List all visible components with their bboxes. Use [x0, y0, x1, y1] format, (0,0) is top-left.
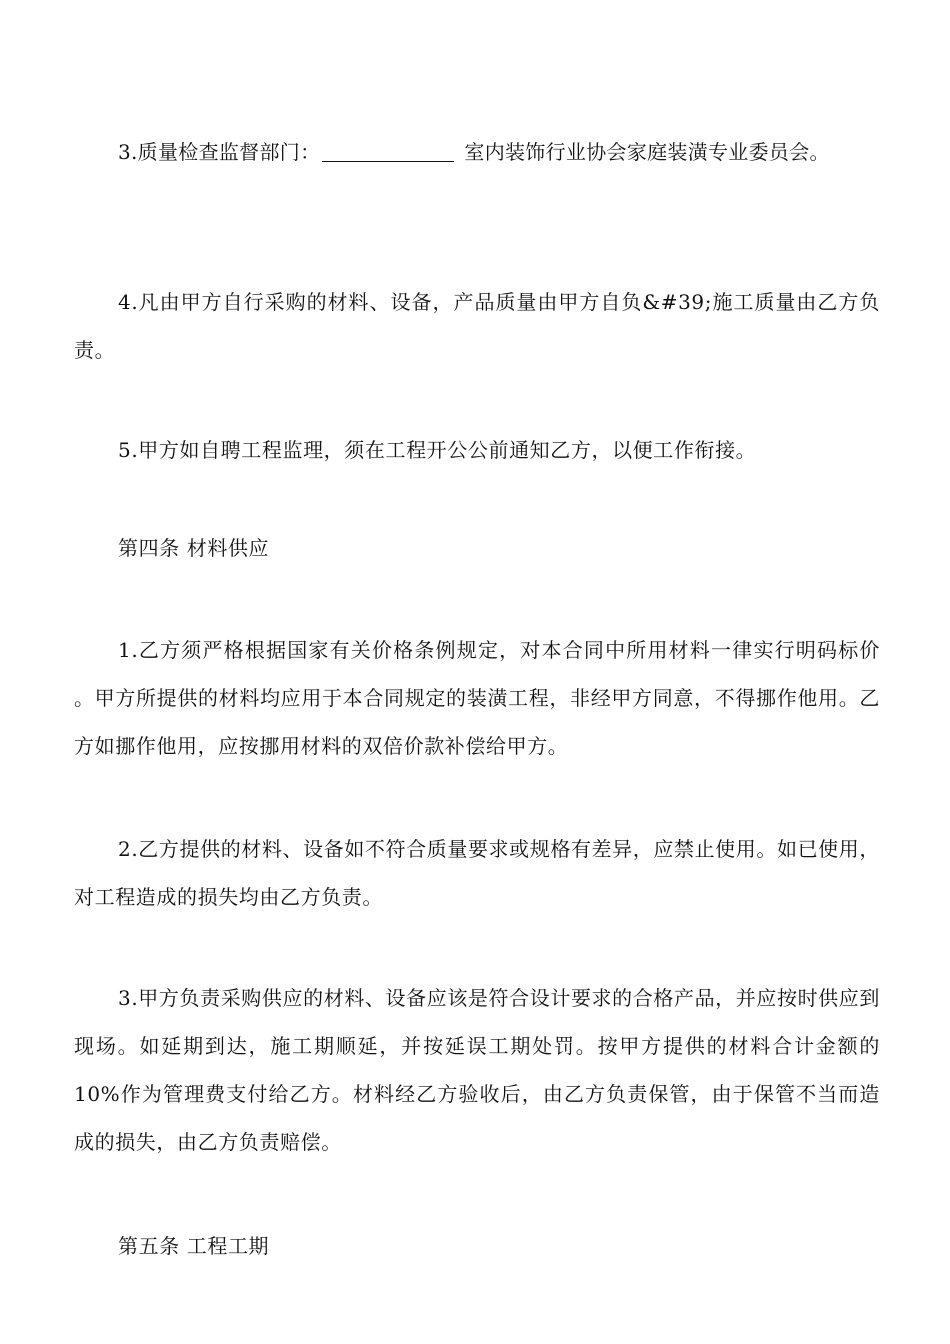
quality-supervision-org: 室内装饰行业协会家庭装潢专业委员会。 [464, 140, 830, 164]
paragraph-quality-supervision [74, 128, 880, 176]
paragraph-material-pricing: 1.乙方须严格根据国家有关价格条例规定，对本合同中所用材料一律实行明码标价 。甲方所提供的材料均应用于本合同规定的装潢工程，非经甲方同意，不得挪作他用。乙方如挪作他用，应按挪用材料的双倍价款补偿给甲方。 [74, 638, 880, 758]
blank-fill-line [322, 139, 454, 162]
heading-article-five: 第五条 工程工期 [118, 1234, 270, 1258]
paragraph-material-supply: 3.甲方负责采购供应的材料、设备应该是符合设计要求的合格产品，并应按时供应到现场。如延期到达，施工期顺延，并按延误工期处罚。按甲方提供的材料合计金额的 10%作为管理费支付给乙方。材料经乙方验收后，由乙方负责保管，由于保管不当而造成的损失，由乙方负责赔偿。 [74, 986, 880, 1154]
heading-article-four: 第四条 材料供应 [118, 536, 270, 560]
paragraph-material-responsibility: 4.凡由甲方自行采购的材料、设备，产品质量由甲方自负&#39;施工质量由乙方负责。 [74, 290, 880, 362]
paragraph-material-quality: 2.乙方提供的材料、设备如不符合质量要求或规格有差异，应禁止使用。如已使用，对工程造成的损失均由乙方负责。 [74, 837, 880, 909]
paragraph-supervisor-notice: 5.甲方如自聘工程监理，须在工程开公公前通知乙方，以便工作衔接。 [118, 438, 757, 462]
quality-supervision-label: 3.质量检查监督部门： [118, 140, 321, 164]
